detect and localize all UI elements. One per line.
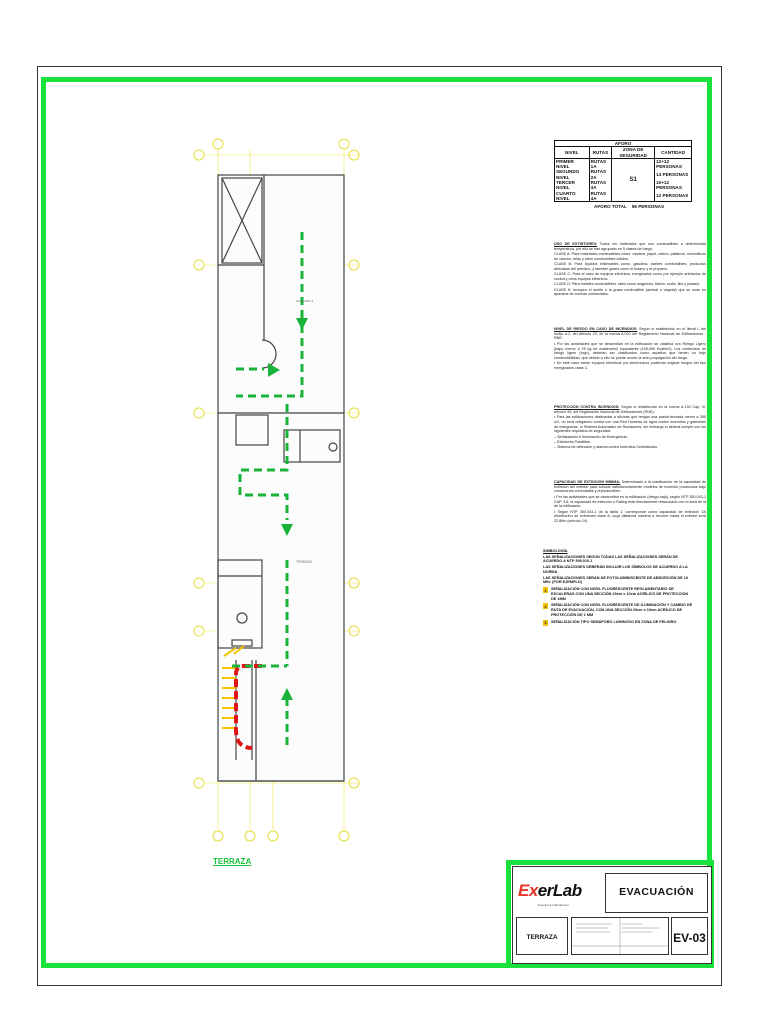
legend-heading: SIMBOLOGÍA	[543, 549, 568, 553]
aforo-row-cantidad: 14 PERSONAS	[655, 169, 692, 180]
aforo-total-label: AFORO TOTAL	[594, 204, 627, 210]
notes-heading: NIVEL DE RIESGO EN CASO DE INCENDIOS:	[554, 327, 638, 331]
logo-part-b: erLab	[537, 881, 582, 900]
plan-name: TERRAZA	[526, 934, 558, 941]
legend-item-text: SEÑALIZACIÓN CON NIVEL FLUORESCENTE DE ILUMINACIÓN Y CAMBIO DE RUTA DE EVACUACIÓN, CON UNA SECCIÓN 20cm x 10cm ACRÍLICO DE PROTECCIÓN DE 1 MM	[551, 603, 693, 617]
legend-item	[543, 603, 693, 617]
aforo-header-nivel: NIVEL	[555, 147, 590, 159]
legend-swatch: 2	[544, 603, 547, 609]
plan-name-box	[516, 917, 568, 955]
aforo-row-ruta: RUTAS 4A	[589, 191, 612, 202]
aforo-row-ruta: RUTAS 1A	[589, 158, 612, 169]
legend-swatch: 1	[544, 587, 547, 593]
logo-wordmark	[518, 881, 582, 901]
notes-proteccion	[554, 405, 706, 451]
notes-text: Según lo establecido en el literal L del inciso a.2, del artículo 23, de la norma A.010 del Reglamento Nacional de Edificaciones - RNE:	[554, 327, 707, 341]
aforo-row-cantidad: 12+12 PERSONAS	[655, 158, 692, 169]
room-label-terraza: TERRAZA	[296, 560, 313, 564]
notes-text: Todos los materiales que son combustibles a determinada temperatura, por ello se han agrupado en 5 clases de fuego:	[554, 242, 706, 251]
notes-uso-extintores	[554, 242, 706, 298]
aforo-header-rutas: RUTAS	[589, 147, 612, 159]
legend-swatch: 3	[544, 620, 547, 626]
notes-line: • En este caso existe equipos eléctricos y/o electrónicos pudiendo originar fuegos del tipo energizados clase C.	[554, 361, 706, 371]
legend-item	[543, 620, 693, 626]
legend-line: LAS SEÑALIZACIONES SEGÚN TODAS LAS SEÑALIZACIONES SERÁN DE ACUERDO A NTP 399.010-1	[543, 554, 678, 564]
notes-nivel-riesgo	[554, 327, 706, 371]
notes-line: CLASE K: Incluyen el aceite o la grasa combustible (animal o vegetal) que se usan en aparatos de cocinas comerciales.	[554, 287, 706, 297]
company-logo	[516, 873, 604, 917]
notes-capacidad	[554, 480, 706, 524]
drawing-title-box	[605, 873, 708, 913]
notes-text: Según lo establecido en la norma A.130 Cap. III, artículo 90, del Reglamento Nacional de Edificaciones (RNE):	[554, 405, 706, 414]
notes-heading: USO DE EXTINTORES:	[554, 242, 598, 246]
logo-part-a: Ex	[518, 881, 538, 900]
notes-line: • Según NTP 350.043-1 de la tabla 1, corresponde como capacidad de extinción 2A distribución de extintores clase A, cuya distancia máxima a recorrer hasta el extintor será 22.86m (artículo 24)	[554, 509, 706, 524]
sheet-code-box	[671, 917, 708, 955]
aforo-header-cantidad: CANTIDAD	[655, 147, 692, 159]
notes-line: CLASE A: Para materiales combustibles como: madera, papel, cartón, plásticos, neumáticos de caucho, telas y otros combustibles sólidos.	[554, 252, 706, 261]
notes-line: CLASE C: Para el caso de equipos eléctricos energizados como por ejemplo artefactos de cocina y otros equipos eléctricos.	[554, 272, 706, 281]
notes-line: CLASE D: Para metales combustibles, tales como magnesio, titanio, sodio, litio y potasio.	[554, 282, 701, 287]
legend-item-text: SEÑALIZACIÓN TIPO SEMÁFORO LUMINOSO EN ZONA DE PELIGRO	[551, 619, 677, 624]
aforo-table	[554, 140, 692, 209]
room-label-upper: ALMACÉN 3	[296, 299, 314, 303]
notes-text: Determinado a la clasificación de la capacidad de extinción del extintor para sofocar satisfactoriamente modelos de incendio producidos bajo condiciones controladas y reproducibles:	[554, 480, 707, 494]
aforo-row-ruta: RUTAS 2A	[589, 169, 612, 180]
aforo-title: AFORO	[555, 141, 692, 147]
aforo-total-value: 56 PERSONAS	[631, 204, 665, 210]
title-block-details	[571, 917, 669, 955]
legend-item-text: SEÑALIZACIÓN CON NIVEL FLUORESCENTE REGLAMENTARIO DE ESCALERAS CON UNA SECCIÓN 20cm x 10cm ACRÍLICO DE PROTECCIÓN DE 1MM	[551, 587, 689, 601]
aforo-row-nivel: CUARTO NIVEL	[555, 191, 590, 202]
aforo-total	[554, 204, 692, 209]
notes-line: • Por las actividades que se desarrollan en la edificación (riesgo bajo), según NTP 350.043-1 CAP. 4.8, la capacidad de extinción o Rating está directamente relacionado con el área de la de la edificación.	[554, 494, 706, 509]
aforo-row-nivel: SEGUNDO NIVEL	[555, 169, 590, 180]
aforo-row-nivel: TERCER NIVEL	[555, 180, 590, 191]
drawing-title: EVACUACIÓN	[619, 886, 694, 898]
notes-line: • Por las actividades que se desarrollan en la edificación se clasifica con Riesgo Ligero (bajo) menor a 25 kg de madera/m2 equivalente (100,000 Kcal/m2). Los contenidos de riesgo ligero (bajo), deberán ser clasificados como aquellos que tienen un bajo combustibilidad, que debido a ello no puede ocurrir la auto propagación del fuego.	[554, 341, 706, 360]
sheet-code: EV-03	[673, 931, 706, 945]
notes-line: – Sistema de detección y alarma contra incendios Centralizado.	[554, 445, 659, 450]
logo-tagline: Energía & Laboratorios	[538, 903, 569, 907]
notes-line: CLASE B: Para líquidos inflamables como: gasolina, aceites combustibles, productos derivados del petróleo, y también gases como el butano y el propano.	[554, 262, 706, 271]
title-block	[512, 866, 712, 964]
legend	[543, 549, 693, 626]
legend-line: LAS SEÑALIZACIONES SERÁN DE FOTOLUMINISCENTE DE ABSORCIÓN DE 10 MIN. (POR EJEMPLO)	[543, 575, 688, 585]
aforo-row-cantidad: 12 PERSONAS	[655, 191, 692, 202]
notes-heading: PROTECCIÓN CONTRA INCENDIOS:	[554, 405, 620, 409]
notes-line: • Para las edificaciones destinadas a oficinas que tengan una planta techada menor a 280 m2, no será obligatorio contar con una Red Húmeda de agua contra incendios y gabinetes de mangueras, ni Sistema Automático de Rociadores, sin embargo sí deberá cumplir con los siguientes requisitos de seguridad:	[554, 415, 706, 434]
aforo-row-nivel: PRIMER NIVEL	[555, 158, 590, 169]
plan-caption: TERRAZA	[213, 857, 252, 866]
aforo-header-zona: ZONA DE SEGURIDAD	[612, 147, 655, 159]
legend-line: LAS SEÑALIZACIONES DEBERÁN INCLUIR LOS SÍMBOLOS DE ACUERDO A LA NORMA	[543, 565, 688, 574]
aforo-row-ruta: RUTAS 3A	[589, 180, 612, 191]
notes-line: – Señalización e Iluminación de Emergencia.	[554, 434, 628, 439]
walls	[218, 175, 344, 781]
notes-heading: CAPACIDAD DE EXTINCIÓN MÍNIMA:	[554, 480, 621, 484]
aforo-row-cantidad: 10+12 PERSONAS	[655, 180, 692, 191]
details-lines	[572, 918, 668, 954]
legend-item	[543, 587, 693, 601]
notes-line: – Extintores Portátiles.	[554, 439, 591, 444]
aforo-zona: S1	[612, 158, 655, 201]
